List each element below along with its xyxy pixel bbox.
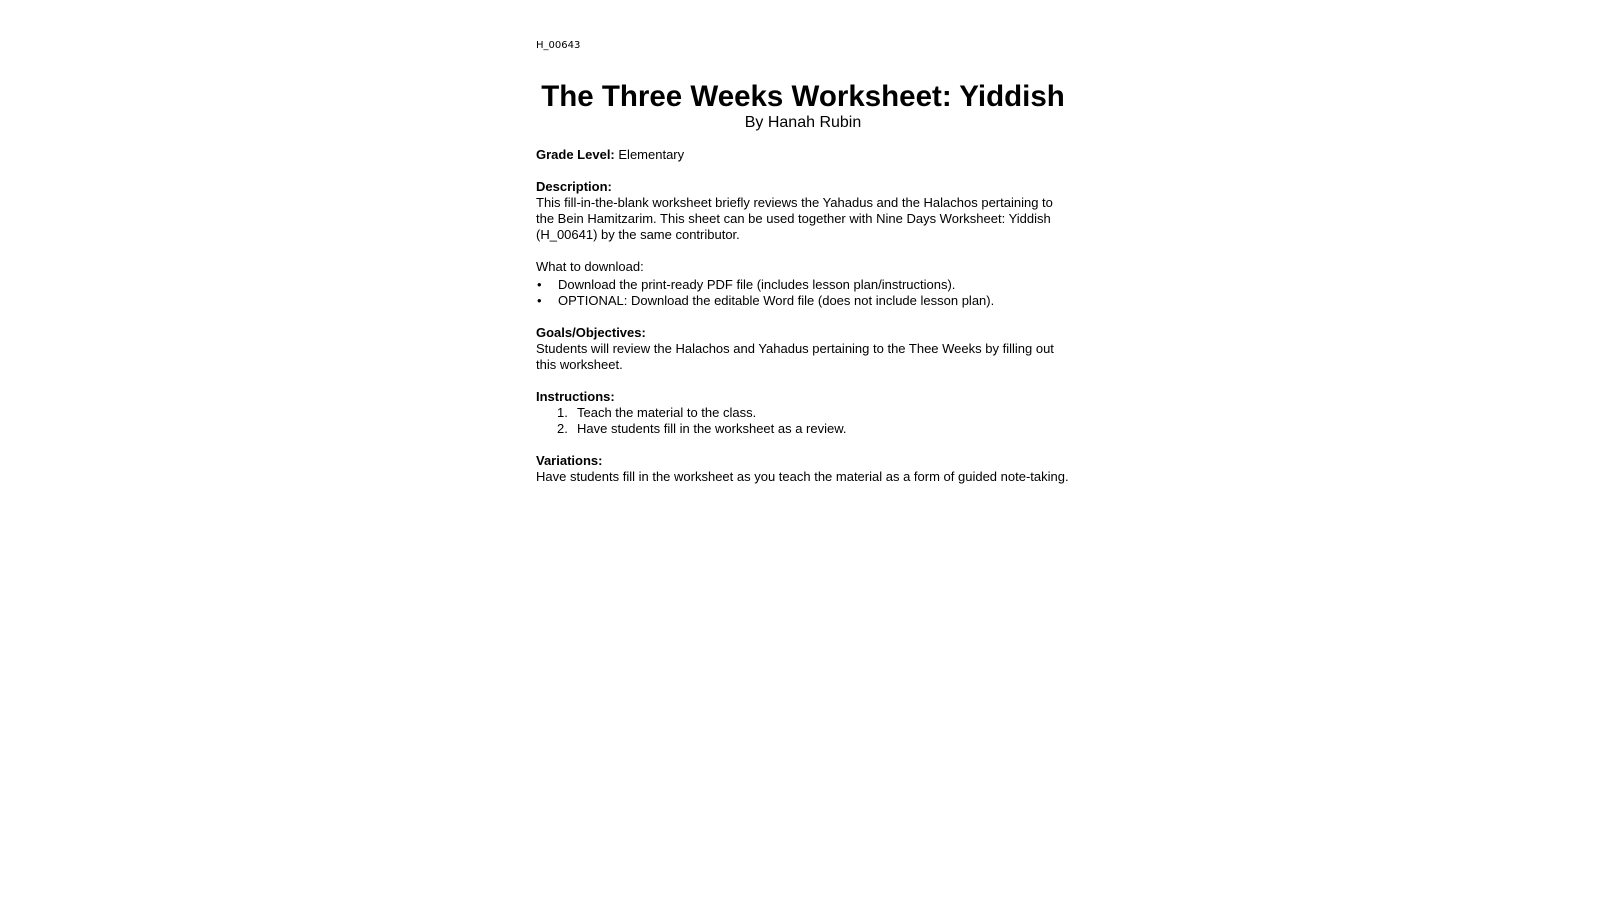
document-id: H_00643 <box>536 40 581 51</box>
list-item <box>536 277 1070 293</box>
description-section <box>536 179 1070 243</box>
document-body <box>536 40 1070 501</box>
bullet-icon: • <box>537 277 542 292</box>
grade-level <box>536 147 1070 163</box>
instructions-heading: Instructions: <box>536 389 615 404</box>
grade-level-value: Elementary <box>618 147 685 162</box>
step-number: 1. <box>557 405 568 420</box>
bullet-icon: • <box>537 293 542 308</box>
document-title: The Three Weeks Worksheet: Yiddish <box>541 80 1065 113</box>
step-number: 2. <box>557 421 568 436</box>
download-item-word: OPTIONAL: Download the editable Word file (does not include lesson plan). <box>558 293 995 308</box>
download-heading: What to download: <box>536 259 644 274</box>
step-text: Teach the material to the class. <box>577 405 757 420</box>
goals-text: Students will review the Halachos and Yahadus pertaining to the Thee Weeks by filling out this worksheet. <box>536 341 1054 372</box>
variations-text: Have students fill in the worksheet as you teach the material as a form of guided note-taking. <box>536 469 1069 484</box>
instructions-list <box>536 405 1070 437</box>
description-text: This fill-in-the-blank worksheet briefly reviews the Yahadus and the Halachos pertaining to the Bein Hamitzarim. This sheet can be used together with Nine Days Worksheet: Yiddish (H_00641) by the same contributor. <box>536 195 1053 242</box>
download-list <box>536 277 1070 309</box>
list-item <box>536 293 1070 309</box>
goals-section <box>536 325 1070 373</box>
download-section <box>536 259 1070 309</box>
variations-section <box>536 453 1070 485</box>
goals-heading: Goals/Objectives: <box>536 325 646 340</box>
instructions-section <box>536 389 1070 437</box>
variations-heading: Variations: <box>536 453 603 468</box>
description-heading: Description: <box>536 179 612 194</box>
document-byline: By Hanah Rubin <box>744 114 862 131</box>
list-item <box>536 405 1070 421</box>
grade-level-label: Grade Level: <box>536 147 615 162</box>
list-item <box>536 421 1070 437</box>
step-text: Have students fill in the worksheet as a review. <box>577 421 847 436</box>
download-item-pdf: Download the print-ready PDF file (includes lesson plan/instructions). <box>558 277 956 292</box>
